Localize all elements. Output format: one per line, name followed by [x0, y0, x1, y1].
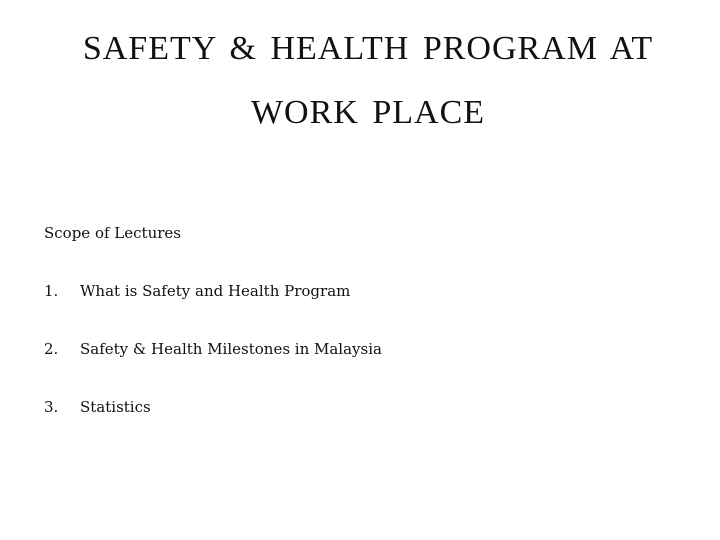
list-item-number: 3. [44, 398, 59, 416]
slide-title-line-2: WORK PLACE [250, 94, 486, 131]
list-item [44, 282, 350, 300]
list-item-text: Statistics [80, 398, 151, 416]
list-item [44, 398, 151, 416]
list-item-number: 1. [44, 282, 59, 300]
list-item-text: Safety & Health Milestones in Malaysia [80, 340, 382, 358]
slide-title-line-1: SAFETY & HEALTH PROGRAM AT [82, 30, 654, 67]
scope-heading: Scope of Lectures [44, 224, 181, 242]
list-item [44, 340, 382, 358]
list-item-text: What is Safety and Health Program [80, 282, 351, 300]
list-item-number: 2. [44, 340, 59, 358]
